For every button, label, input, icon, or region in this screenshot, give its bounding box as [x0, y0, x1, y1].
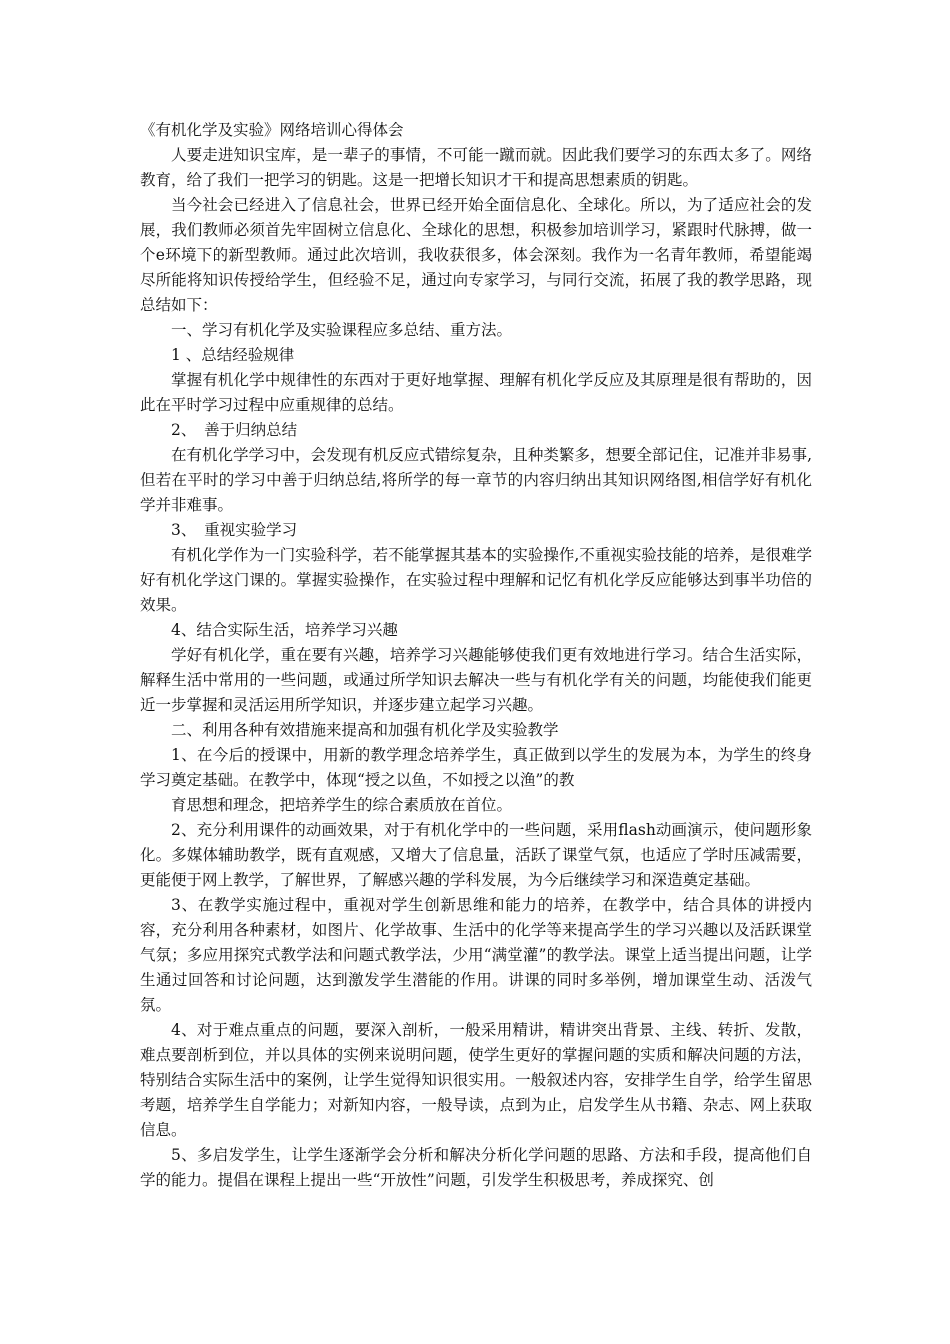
teaching-point-one: 1、在今后的授课中，用新的教学理念培养学生，真正做到以学生的发展为本，为学生的终身学习奠定基础。在教学中，体现“授之以鱼，不如授之以渔”的教 — [140, 746, 812, 789]
teaching-point-three: 3、在教学实施过程中，重视对学生创新思维和能力的培养，在教学中，结合具体的讲授内容，充分利用各种素材，如图片、化学故事、生活中的化学等来提高学生的学习兴趣以及活跃课堂气氛；多应用探究式教学法和问题式教学法，少用“满堂灌”的教学法。课堂上适当提出问题，让学生通过回答和讨论问题，达到激发学生潜能的作用。讲课的同时多举例，增加课堂生动、活泼气氛。 — [140, 896, 812, 1014]
paragraph-intro: 人要走进知识宝库，是一辈子的事情，不可能一蹴而就。因此我们要学习的东西太多了。网络教育，给了我们一把学习的钥匙。这是一把增长知识才干和提高思想素质的钥匙。 — [140, 146, 812, 189]
paragraph-context: 当今社会已经进入了信息社会，世界已经开始全面信息化、全球化。所以，为了适应社会的发展，我们教师必须首先牢固树立信息化、全球化的思想，积极参加培训学习，紧跟时代脉搏，做一个e环境下的新型教师。通过此次培训，我收获很多，体会深刻。我作为一名青年教师，希望能竭尽所能将知识传授给学生，但经验不足，通过向专家学习，与同行交流，拓展了我的教学思路，现总结如下： — [140, 196, 812, 314]
teaching-point-one-continued: 育思想和理念，把培养学生的综合素质放在首位。 — [171, 796, 513, 814]
paragraph-four: 学好有机化学，重在要有兴趣，培养学习兴趣能够使我们更有效地进行学习。结合生活实际，解释生活中常用的一些问题，或通过所学知识去解决一些与有机化学有关的问题，均能使我们能更近一步掌握和灵活运用所学知识，并逐步建立起学习兴趣。 — [140, 646, 812, 714]
teaching-point-five: 5、多启发学生，让学生逐渐学会分析和解决分析化学问题的思路、方法和手段，提高他们自学的能力。提倡在课程上提出一些“开放性”问题，引发学生积极思考，养成探究、创 — [140, 1146, 812, 1189]
paragraph-three: 有机化学作为一门实验科学，若不能掌握其基本的实验操作,不重视实验技能的培养，是很难学好有机化学这门课的。掌握实验操作，在实验过程中理解和记忆有机化学反应能够达到事半功倍的效果。 — [140, 546, 812, 614]
section-heading-two: 二、利用各种有效措施来提高和加强有机化学及实验教学 — [171, 721, 559, 739]
subheading-four: 4、结合实际生活，培养学习兴趣 — [171, 621, 398, 639]
teaching-point-two: 2、充分利用课件的动画效果，对于有机化学中的一些问题，采用flash动画演示，使问题形象化。多媒体辅助教学，既有直观感，又增大了信息量，活跃了课堂气氛，也适应了学时压减需要，更能便于网上教学，了解世界，了解感兴趣的学科发展，为今后继续学习和深造奠定基础。 — [140, 821, 812, 889]
teaching-point-four: 4、对于难点重点的问题，要深入剖析，一般采用精讲，精讲突出背景、主线、转折、发散，难点要剖析到位，并以具体的实例来说明问题，使学生更好的掌握问题的实质和解决问题的方法，特别结合实际生活中的案例，让学生觉得知识很实用。一般叙述内容，安排学生自学，给学生留思考题，培养学生自学能力；对新知内容，一般导读，点到为止，启发学生从书籍、杂志、网上获取信息。 — [140, 1021, 812, 1139]
paragraph-one: 掌握有机化学中规律性的东西对于更好地掌握、理解有机化学反应及其原理是很有帮助的，因此在平时学习过程中应重规律的总结。 — [140, 371, 812, 414]
section-heading-one: 一、学习有机化学及实验课程应多总结、重方法。 — [171, 321, 513, 339]
subheading-three: 3、 重视实验学习 — [171, 521, 298, 539]
paragraph-two: 在有机化学学习中，会发现有机反应式错综复杂，且种类繁多，想要全部记住，记准并非易事,但若在平时的学习中善于归纳总结,将所学的每一章节的内容归纳出其知识网络图,相信学好有机化学并非难事。 — [140, 446, 812, 514]
document-body — [140, 118, 812, 1193]
subheading-two: 2、 善于归纳总结 — [171, 421, 298, 439]
subheading-one: 1 、总结经验规律 — [171, 346, 295, 364]
document-title: 《有机化学及实验》网络培训心得体会 — [140, 121, 404, 139]
